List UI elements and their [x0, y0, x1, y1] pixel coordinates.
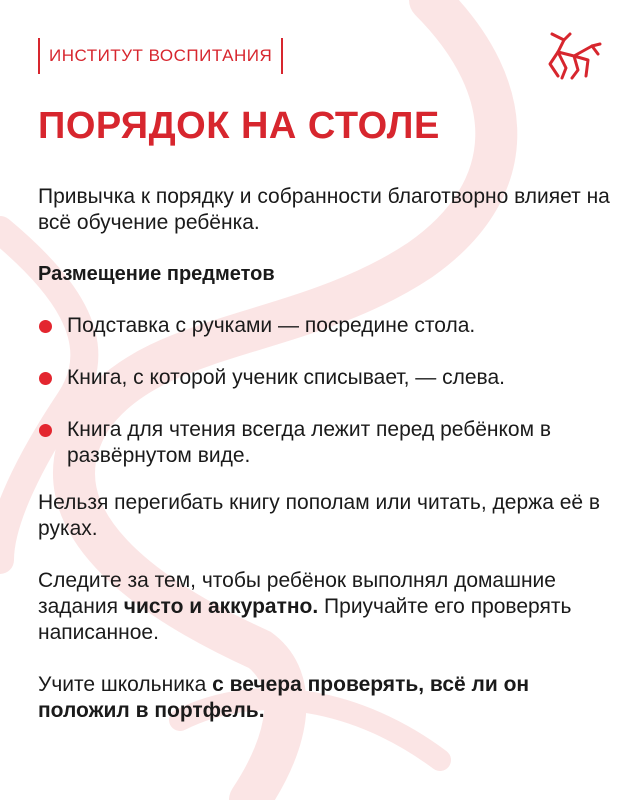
evening-emphasis: с вечера проверять, всё ли он положил в портфель.: [38, 673, 530, 722]
list-item-text: Книга, с которой ученик списывает, — слева.: [67, 366, 505, 389]
intro-paragraph: Привычка к порядку и собранности благотворно влияет на всё обучение ребёнка.: [38, 185, 610, 234]
list-item: [38, 365, 610, 391]
evening-text-start: Учите школьника: [38, 673, 213, 696]
placement-list: [38, 313, 610, 495]
list-item-text: Подставка с ручками — посредине стола.: [67, 314, 476, 337]
homework-paragraph: [38, 568, 610, 646]
list-item: [38, 417, 610, 469]
section-heading: Размещение предметов: [38, 263, 275, 285]
warning-paragraph: Нельзя перегибать книгу пополам или читать, держа её в руках.: [38, 491, 601, 540]
homework-emphasis: чисто и аккуратно.: [123, 595, 319, 618]
bullet-dot: [39, 320, 52, 333]
bullet-dot: [39, 424, 52, 437]
brand-block: [38, 38, 283, 74]
brand-divider-right: [281, 38, 283, 74]
evening-paragraph: [38, 672, 610, 724]
list-item-text: Книга для чтения всегда лежит перед ребёнком в развёрнутом виде.: [67, 418, 552, 467]
homework-text-start: Следите за тем, чтобы ребёнок выполнял домашние задания: [38, 569, 556, 618]
list-item: [38, 313, 610, 339]
horse-icon: [544, 30, 604, 82]
brand-name: ИНСТИТУТ ВОСПИТАНИЯ: [49, 46, 273, 65]
page-title: ПОРЯДОК НА СТОЛЕ: [38, 105, 440, 147]
homework-text-end: Приучайте его проверять написанное.: [38, 595, 572, 644]
bullet-dot: [39, 372, 52, 385]
